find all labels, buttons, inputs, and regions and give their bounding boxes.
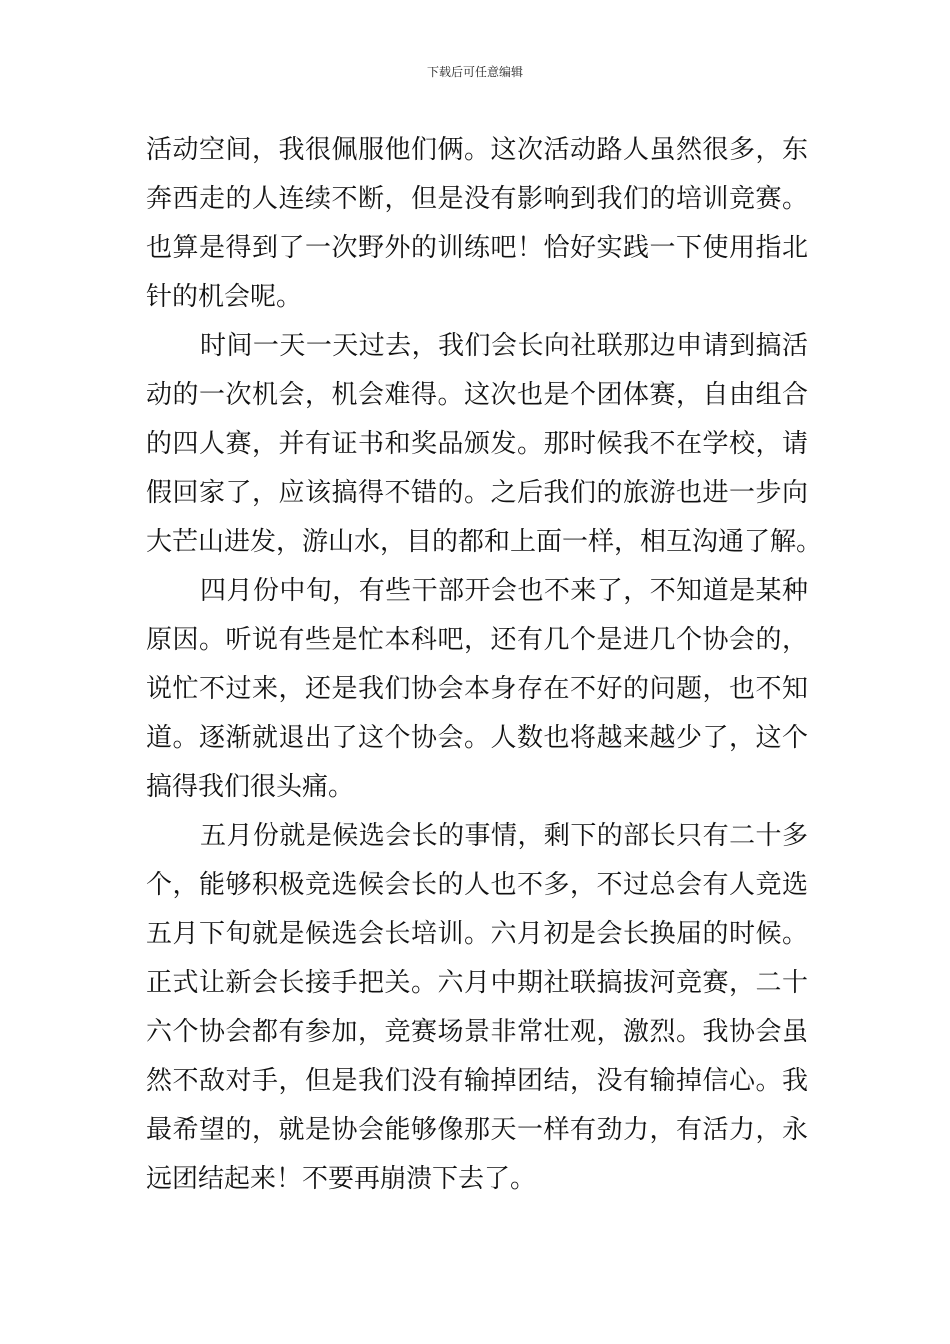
text-line: 正式让新会长接手把关。六月中期社联搞拔河竞赛，二十	[146, 968, 808, 998]
text-line: 道。逐渐就退出了这个协会。人数也将越来越少了，这个	[146, 723, 808, 753]
text-line: 然不敌对手，但是我们没有输掉团结，没有输掉信心。我	[146, 1066, 808, 1096]
text-line: 五月份就是候选会长的事情，剩下的部长只有二十多	[200, 821, 808, 851]
page-header: 下载后可任意编辑	[426, 65, 523, 79]
document-body	[146, 126, 823, 1204]
text-line: 个，能够积极竞选候会长的人也不多，不过总会有人竞选	[146, 870, 808, 900]
text-line: 五月下旬就是候选会长培训。六月初是会长换届的时候。	[146, 919, 808, 949]
text-line: 动的一次机会，机会难得。这次也是个团体赛，自由组合	[146, 380, 808, 410]
text-line: 原因。听说有些是忙本科吧，还有几个是进几个协会的，	[146, 625, 808, 655]
text-line: 时间一天一天过去，我们会长向社联那边申请到搞活	[200, 331, 808, 361]
text-line: 活动空间，我很佩服他们俩。这次活动路人虽然很多，东	[146, 135, 808, 165]
text-line: 也算是得到了一次野外的训练吧！恰好实践一下使用指北	[146, 233, 808, 263]
text-line: 搞得我们很头痛。	[146, 772, 355, 802]
paragraph	[146, 322, 823, 567]
paragraph	[146, 812, 808, 1204]
text-line: 最希望的，就是协会能够像那天一样有劲力，有活力，永	[146, 1115, 808, 1145]
text-line: 大芒山进发，游山水，目的都和上面一样，相互沟通了解。	[146, 527, 823, 557]
text-line: 六个协会都有参加，竞赛场景非常壮观，激烈。我协会虽	[146, 1017, 808, 1047]
paragraph	[146, 126, 808, 322]
text-line: 远团结起来！不要再崩溃下去了。	[146, 1164, 537, 1194]
paragraph	[146, 567, 808, 812]
text-line: 奔西走的人连续不断，但是没有影响到我们的培训竞赛。	[146, 184, 808, 214]
text-line: 的四人赛，并有证书和奖品颁发。那时候我不在学校，请	[146, 429, 808, 459]
text-line: 假回家了，应该搞得不错的。之后我们的旅游也进一步向	[146, 478, 808, 508]
text-line: 四月份中旬，有些干部开会也不来了，不知道是某种	[200, 576, 808, 606]
text-line: 针的机会呢。	[146, 282, 303, 312]
text-line: 说忙不过来，还是我们协会本身存在不好的问题，也不知	[146, 674, 808, 704]
